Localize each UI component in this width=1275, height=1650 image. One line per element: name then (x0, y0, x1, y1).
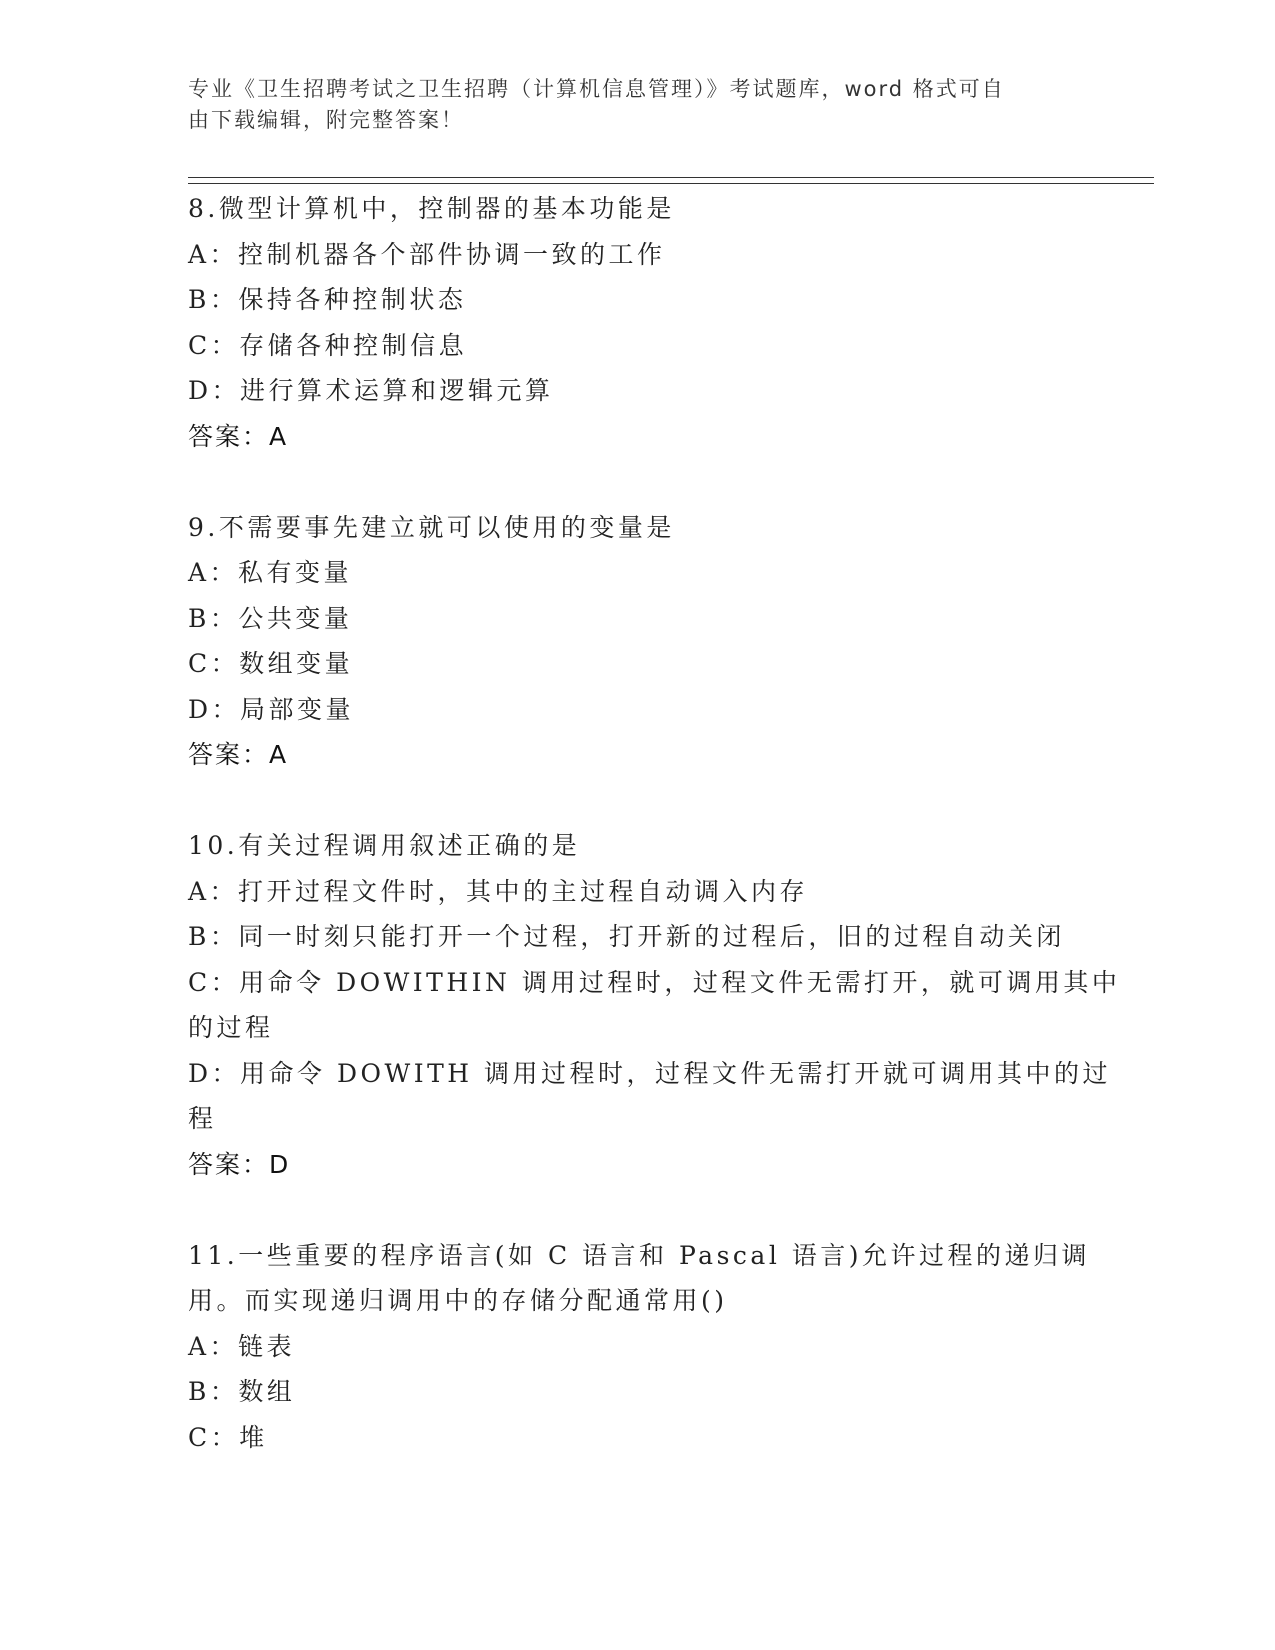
option-c: C：用命令 DOWITHIN 调用过程时，过程文件无需打开，就可调用其中 (188, 967, 1121, 997)
question-stem: 8.微型计算机中，控制器的基本功能是 (188, 194, 675, 223)
option-c: C：数组变量 (188, 649, 354, 678)
option-c: C：堆 (188, 1422, 268, 1452)
answer-label: 答案：A (188, 740, 289, 769)
option-a: A：打开过程文件时，其中的主过程自动调入内存 (188, 876, 809, 906)
option-d-continued: 程 (188, 1104, 217, 1133)
question-stem: 9.不需要事先建立就可以使用的变量是 (188, 512, 675, 542)
option-a: A：链表 (188, 1331, 296, 1361)
spacer (188, 1187, 1088, 1233)
question-stem: 10.有关过程调用叙述正确的是 (188, 831, 581, 860)
option-d: D：局部变量 (188, 694, 355, 724)
question-8 (188, 186, 1088, 459)
option-c: C：存储各种控制信息 (188, 330, 468, 360)
question-10 (188, 823, 1121, 1187)
header-line-2: 由下载编辑，附完整答案！ (188, 108, 464, 132)
header-line-1: 专业《卫生招聘考试之卫生招聘（计算机信息管理）》考试题库，word 格式可自 (188, 77, 1005, 101)
header-divider-bottom (188, 183, 1154, 184)
option-b: B：数组 (188, 1377, 296, 1406)
spacer (188, 778, 1088, 824)
question-11 (188, 1233, 1091, 1461)
answer-label: 答案：D (188, 1149, 291, 1179)
option-b: B：同一时刻只能打开一个过程，打开新的过程后，旧的过程自动关闭 (188, 922, 1065, 951)
option-a: A：私有变量 (188, 558, 353, 587)
question-stem-continued: 用。而实现递归调用中的存储分配通常用() (188, 1286, 728, 1315)
answer-label: 答案：A (188, 421, 289, 451)
question-list (188, 186, 1121, 1460)
document-header (188, 74, 1068, 136)
option-b: B：保持各种控制状态 (188, 285, 467, 314)
option-b: B：公共变量 (188, 603, 353, 633)
spacer (188, 459, 1088, 505)
option-d: D：用命令 DOWITH 调用过程时，过程文件无需打开就可调用其中的过 (188, 1058, 1112, 1088)
option-c-continued: 的过程 (188, 1013, 274, 1042)
option-a: A：控制机器各个部件协调一致的工作 (188, 239, 666, 269)
header-divider-top (188, 177, 1154, 178)
option-d: D：进行算术运算和逻辑元算 (188, 376, 554, 405)
question-9 (188, 505, 1088, 778)
question-stem: 11.一些重要的程序语言(如 C 语言和 Pascal 语言)允许过程的递归调 (188, 1240, 1091, 1270)
